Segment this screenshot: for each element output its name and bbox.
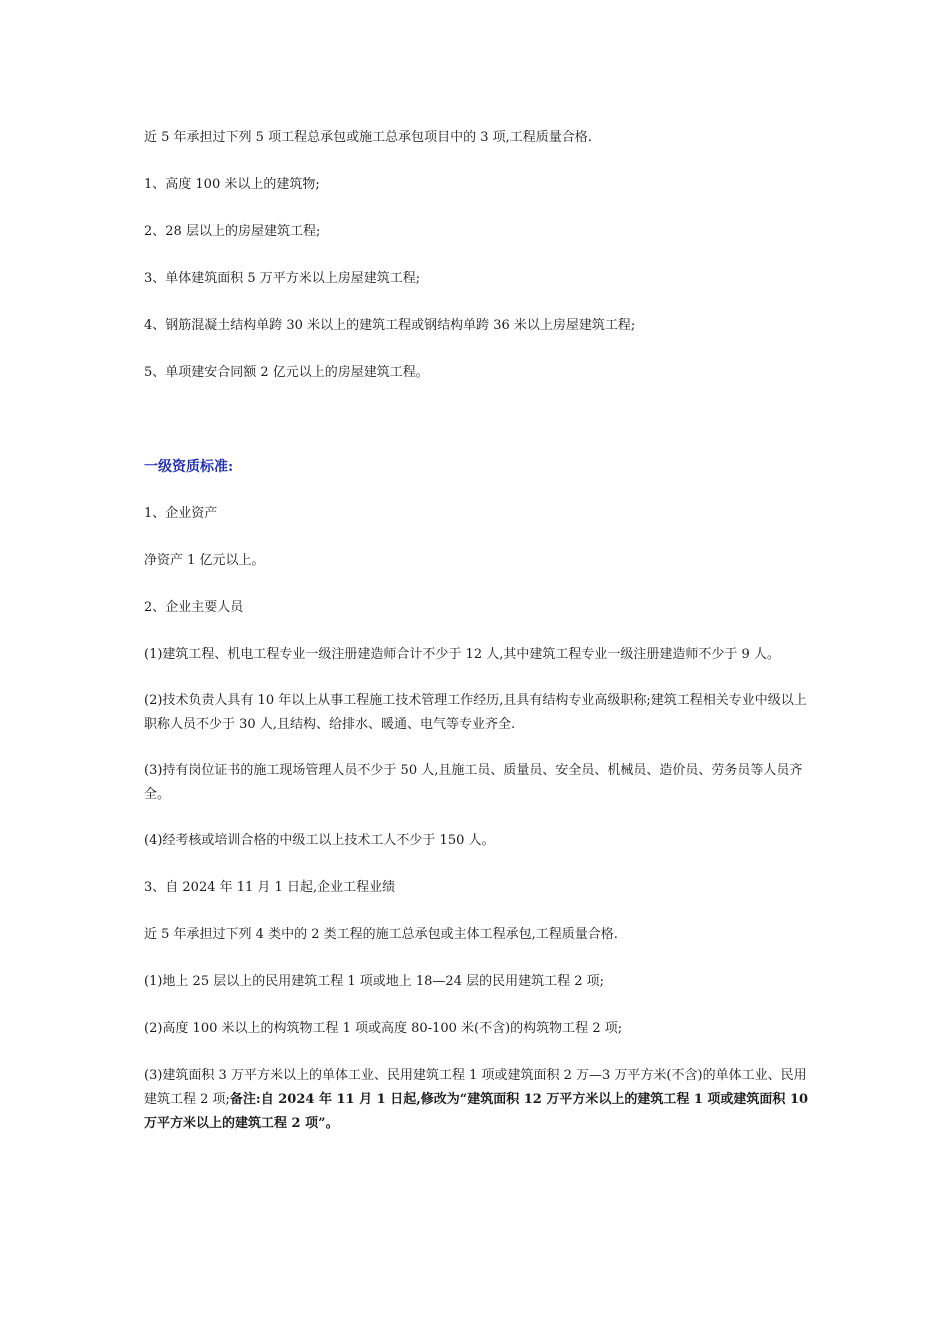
performance-item-3-text: (3)建筑面积 3 万平方米以上的单体工业、民用建筑工程 1 项或建筑面积 2 万—3 万平方米(不含)的单体工业、民用建筑工程 2 项; [144,1068,807,1107]
personnel-item-2: (2)技术负责人具有 10 年以上从事工程施工技术管理工作经历,且具有结构专业高级职称;建筑工程相关专业中级以上职称人员不少于 30 人,且结构、给排水、暖通、电气等专业齐全. [144,693,807,732]
assets-text: 净资产 1 亿元以上。 [144,553,265,568]
performance-heading: 3、自 2024 年 11 月 1 日起,企业工程业绩 [144,880,396,895]
performance-item-3-note: 备注:自 2024 年 11 月 1 日起,修改为“建筑面积 12 万平方米以上的建筑工程 1 项或建筑面积 10 万平方米以上的建筑工程 2 项”。 [144,1092,809,1131]
document-page [144,126,810,1136]
assets-heading: 1、企业资产 [144,506,218,521]
intro-item-1: 1、高度 100 米以上的建筑物; [144,177,320,192]
personnel-heading: 2、企业主要人员 [144,600,244,615]
performance-lead: 近 5 年承担过下列 4 类中的 2 类工程的施工总承包或主体工程承包,工程质量合格. [144,927,618,942]
personnel-item-3: (3)持有岗位证书的施工现场管理人员不少于 50 人,且施工员、质量员、安全员、机械员、造价员、劳务员等人员齐全。 [144,763,803,802]
intro-lead: 近 5 年承担过下列 5 项工程总承包或施工总承包项目中的 3 项,工程质量合格. [144,130,592,145]
intro-item-5: 5、单项建安合同额 2 亿元以上的房屋建筑工程。 [144,365,429,380]
intro-item-4: 4、钢筋混凝土结构单跨 30 米以上的建筑工程或钢结构单跨 36 米以上房屋建筑工程; [144,318,636,333]
intro-item-2: 2、28 层以上的房屋建筑工程; [144,224,321,239]
performance-item-1: (1)地上 25 层以上的民用建筑工程 1 项或地上 18—24 层的民用建筑工程 2 项; [144,974,605,989]
personnel-item-1: (1)建筑工程、机电工程专业一级注册建造师合计不少于 12 人,其中建筑工程专业一级注册建造师不少于 9 人。 [144,647,780,662]
level1-title: 一级资质标准: [144,459,234,475]
performance-item-3 [144,1064,810,1136]
performance-item-2: (2)高度 100 米以上的构筑物工程 1 项或高度 80-100 米(不含)的构筑物工程 2 项; [144,1021,623,1036]
intro-item-3: 3、单体建筑面积 5 万平方米以上房屋建筑工程; [144,271,421,286]
personnel-item-4: (4)经考核或培训合格的中级工以上技术工人不少于 150 人。 [144,833,495,848]
